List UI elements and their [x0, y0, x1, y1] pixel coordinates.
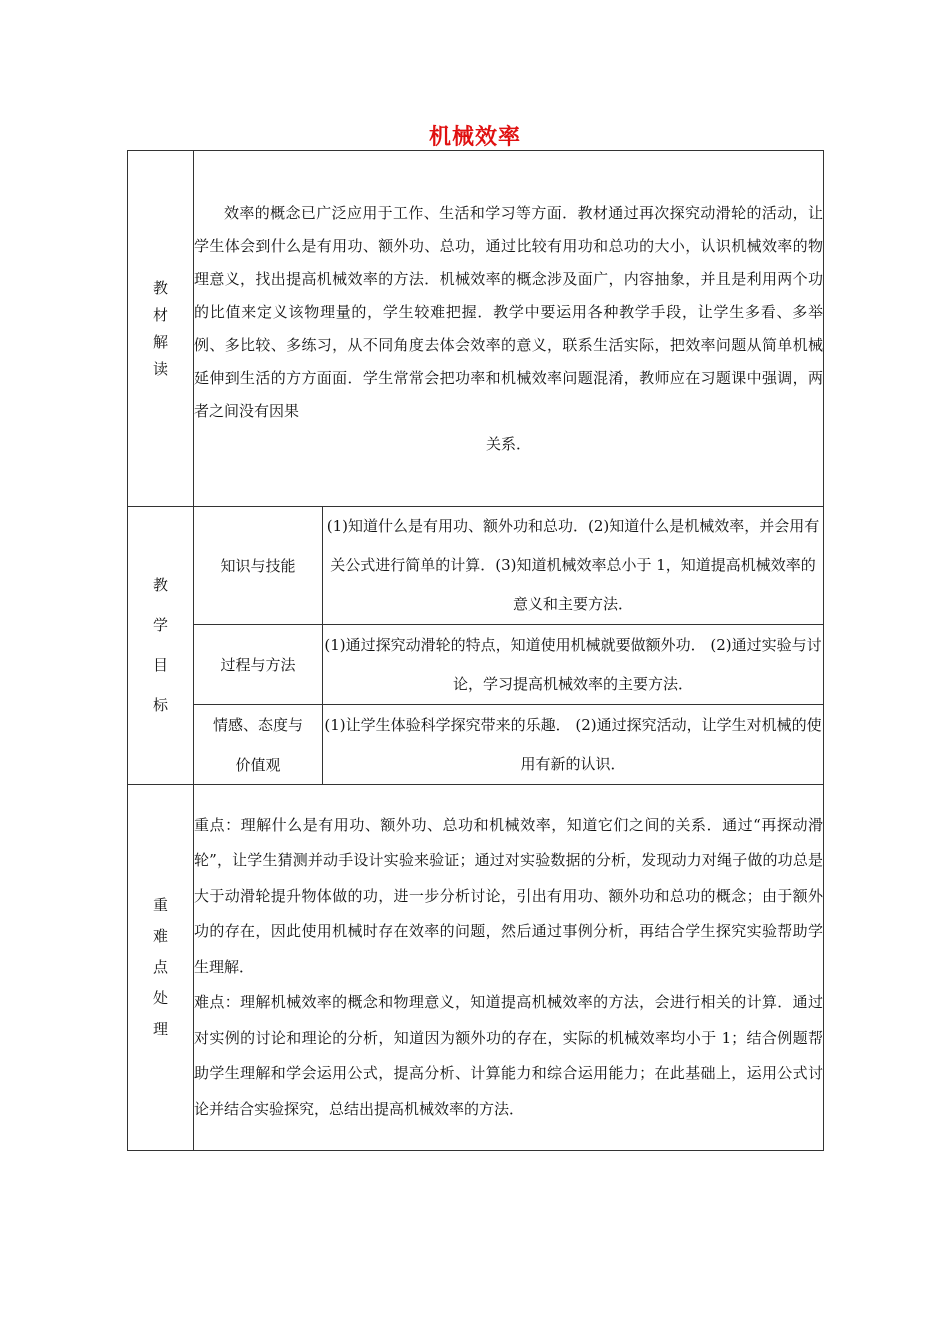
- section-label-textbook: 教 材 解 读: [128, 151, 194, 507]
- goal-row-process: [128, 625, 824, 705]
- textbook-paragraph-tail: 关系．: [485, 434, 531, 453]
- section-text-textbook: [194, 151, 824, 507]
- section-text-focus: [194, 785, 824, 1151]
- goal-name-attitude: 情感、态度与 价值观: [194, 705, 323, 785]
- section-textbook: [128, 151, 824, 507]
- textbook-paragraph: 效率的概念已广泛应用于工作、生活和学习等方面．教材通过再次探究动滑轮的活动，让学生体会到什么是有用功、额外功、总功，通过比较有用功和总功的大小，认识机械效率的物理意义，找出提高机械效率的方法．机械效率的概念涉及面广，内容抽象，并且是利用两个功的比值来定义该物理量的，学生较难把握．教学中要运用各种教学手段，让学生多看、多举例、多比较、多练习，从不同角度去体会效率的意义，联系生活实际，把效率问题从简单机械延伸到生活的方方面面．学生常常会把功率和机械效率问题混淆，教师应在习题课中强调，两者之间没有因果: [194, 203, 823, 420]
- section-label-goals: 教 学 目 标: [128, 507, 194, 785]
- difficult-point-paragraph: 难点：理解机械效率的概念和物理意义，知道提高机械效率的方法，会进行相关的计算．通过对实例的讨论和理论的分析，知道因为额外功的存在，实际的机械效率均小于 1；结合例题帮助学生理解和学会运用公式，提高分析、计算能力和综合运用能力；在此基础上，运用公式讨论并结合实验探究，总结出提高机械效率的方法．: [194, 993, 823, 1118]
- goal-name-process: 过程与方法: [194, 625, 323, 705]
- page-title: 机械效率: [428, 125, 521, 150]
- goal-name-knowledge: 知识与技能: [194, 507, 323, 625]
- section-focus: [128, 785, 824, 1151]
- goal-row-attitude: [128, 705, 824, 785]
- key-point-paragraph: 重点：理解什么是有用功、额外功、总功和机械效率，知道它们之间的关系．通过“再探动滑轮”，让学生猜测并动手设计实验来验证；通过对实验数据的分析，发现动力对绳子做的功总是大于动滑轮提升物体做的功，进一步分析讨论，引出有用功、额外功和总功的概念；由于额外功的存在，因此使用机械时存在效率的问题，然后通过事例分析，再结合学生探究实验帮助学生理解．: [194, 815, 823, 976]
- goal-text-process: (1)通过探究动滑轮的特点，知道使用机械就要做额外功． (2)通过实验与讨论，学习提高机械效率的主要方法．: [323, 625, 824, 705]
- lesson-plan-table: [127, 150, 824, 1151]
- goal-row-knowledge: [128, 507, 824, 625]
- goal-text-knowledge: (1)知道什么是有用功、额外功和总功．(2)知道什么是机械效率，并会用有关公式进行简单的计算．(3)知道机械效率总小于 1，知道提高机械效率的意义和主要方法．: [323, 507, 824, 625]
- goal-text-attitude: (1)让学生体验科学探究带来的乐趣． (2)通过探究活动，让学生对机械的使用有新的认识．: [323, 705, 824, 785]
- section-label-focus: 重 难 点 处 理: [128, 785, 194, 1151]
